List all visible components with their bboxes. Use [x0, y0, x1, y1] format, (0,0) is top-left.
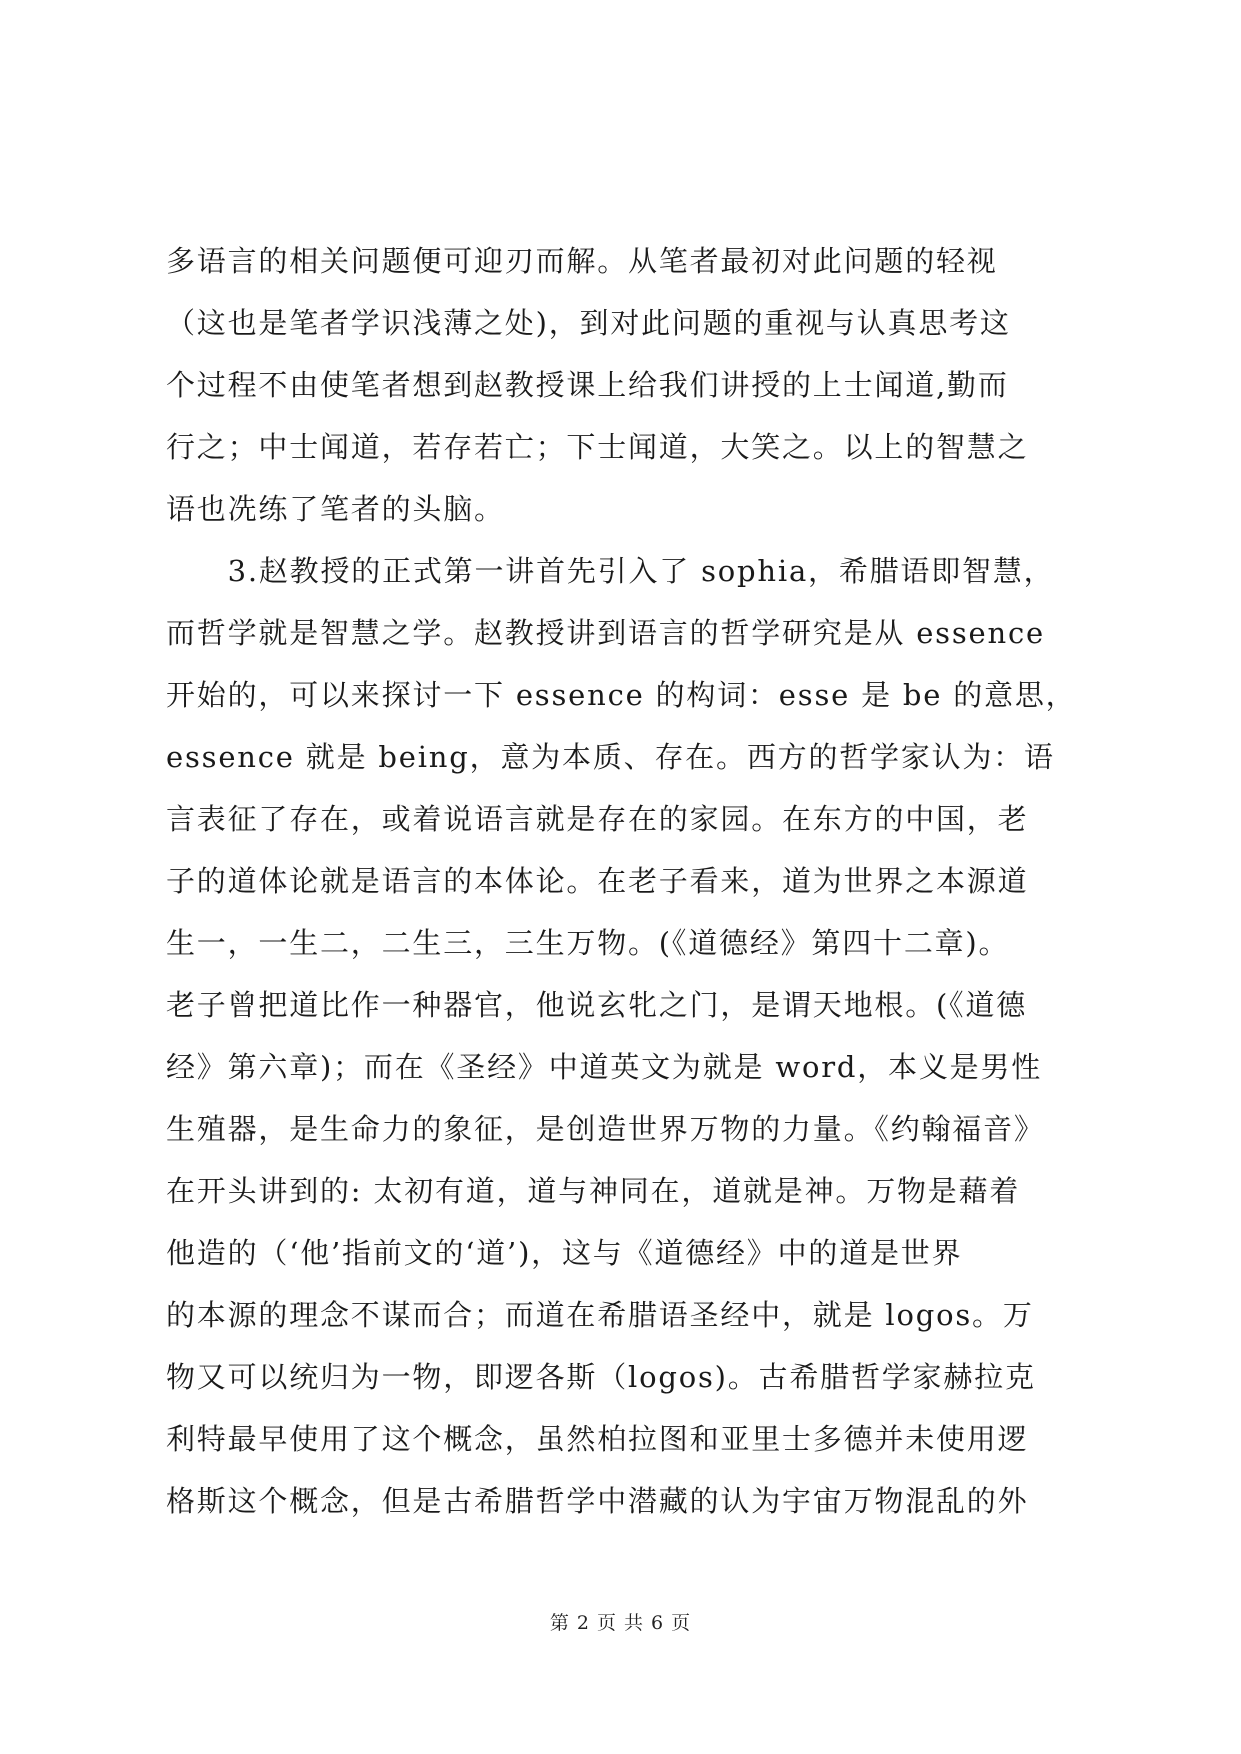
- text-line: 利特最早使用了这个概念，虽然柏拉图和亚里士多德并未使用逻: [166, 1422, 1029, 1456]
- text-line: 物又可以统归为一物，即逻各斯（logos)。古希腊哲学家赫拉克: [166, 1360, 1036, 1394]
- text-line: 经》第六章)；而在《圣经》中道英文为就是 word，本义是男性: [166, 1050, 1043, 1084]
- text-line: 在开头讲到的: 太初有道，道与神同在，道就是神。万物是藉着: [166, 1174, 1021, 1208]
- text-line: （这也是笔者学识浅薄之处)，到对此问题的重视与认真思考这: [166, 306, 1011, 340]
- text-line: 而哲学就是智慧之学。赵教授讲到语言的哲学研究是从 essence: [166, 616, 1045, 650]
- page-footer: [0, 1608, 1241, 1635]
- text-line: 子的道体论就是语言的本体论。在老子看来，道为世界之本源道: [166, 864, 1029, 898]
- text-line: 格斯这个概念，但是古希腊哲学中潜藏的认为宇宙万物混乱的外: [166, 1484, 1029, 1518]
- page-number: 第 2 页 共 6 页: [549, 1612, 692, 1634]
- text-line: 个过程不由使笔者想到赵教授课上给我们讲授的上士闻道,勤而: [166, 368, 1009, 402]
- text-line: 生一，一生二，二生三，三生万物。(《道德经》第四十二章)。: [166, 926, 1010, 960]
- text-line: 老子曾把道比作一种器官，他说玄牝之门，是谓天地根。(《道德: [166, 988, 1028, 1022]
- text-line: 生殖器，是生命力的象征，是创造世界万物的力量。《约翰福音》: [166, 1112, 1045, 1146]
- text-line: 他造的（‘他’指前文的‘道’)，这与《道德经》中的道是世界: [166, 1236, 963, 1270]
- text-line: 多语言的相关问题便可迎刃而解。从笔者最初对此问题的轻视: [166, 244, 998, 278]
- text-line: 开始的，可以来探讨一下 essence 的构词：esse 是 be 的意思，: [166, 678, 1077, 712]
- text-line: 行之；中士闻道，若存若亡；下士闻道，大笑之。以上的智慧之: [166, 430, 1029, 464]
- text-line: 语也冼练了笔者的头脑。: [166, 492, 505, 526]
- text-line: 的本源的理念不谋而合；而道在希腊语圣经中，就是 logos。万: [166, 1298, 1034, 1332]
- text-line: 3.赵教授的正式第一讲首先引入了 sophia，希腊语即智慧，: [166, 554, 1055, 588]
- text-line: essence 就是 being，意为本质、存在。西方的哲学家认为：语: [166, 740, 1055, 774]
- text-line: 言表征了存在，或着说语言就是存在的家园。在东方的中国，老: [166, 802, 1029, 836]
- body-text: [166, 230, 1086, 1532]
